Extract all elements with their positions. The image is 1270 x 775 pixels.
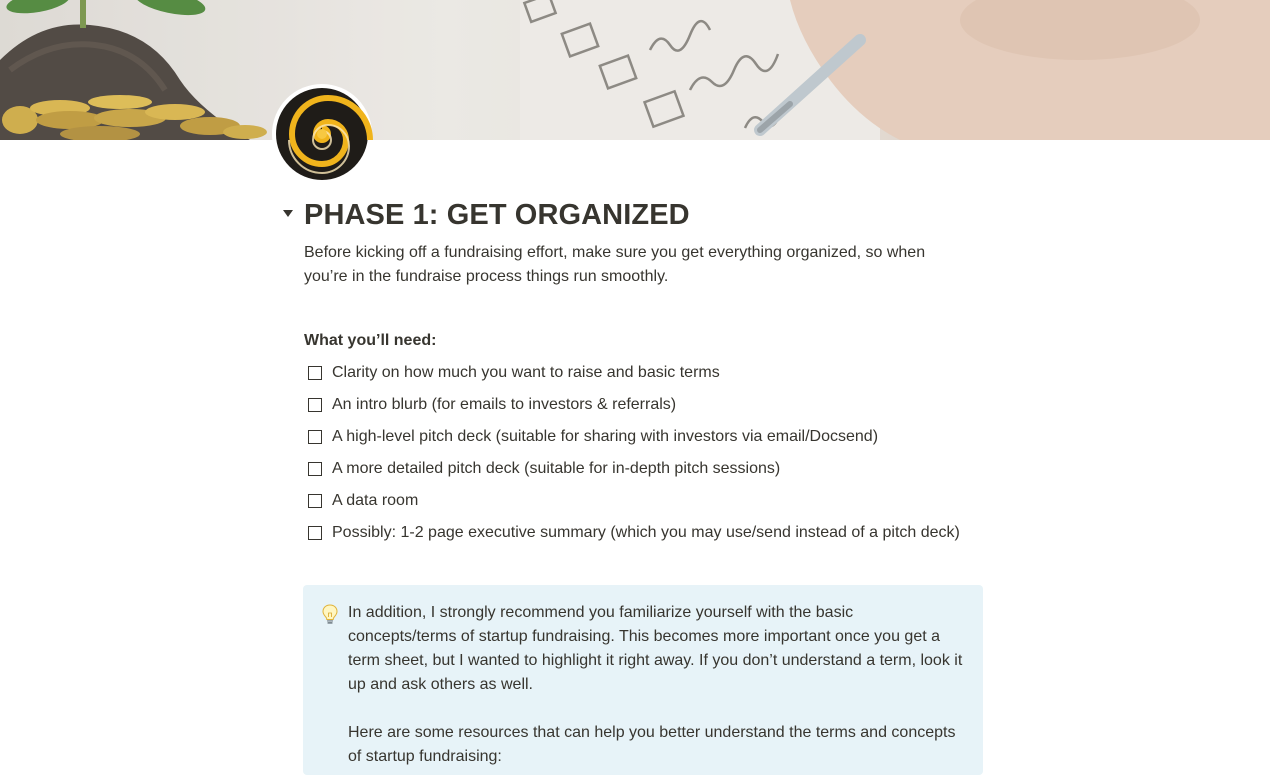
callout-block[interactable] xyxy=(303,585,983,775)
todo-item[interactable] xyxy=(308,393,676,417)
todo-text[interactable]: A high-level pitch deck (suitable for sharing with investors via email/Docsend) xyxy=(332,428,879,445)
spiral-swirl-icon xyxy=(270,82,374,186)
todo-item[interactable] xyxy=(308,489,418,513)
todo-text[interactable]: A data room xyxy=(332,492,419,509)
callout-paragraph[interactable]: Here are some resources that can help you better understand the terms and concepts of startup fundraising: xyxy=(348,724,956,765)
todo-item[interactable] xyxy=(308,521,960,545)
page-icon[interactable] xyxy=(270,82,374,186)
triangle-down-icon xyxy=(280,206,296,222)
todo-text[interactable]: An intro blurb (for emails to investors & referrals) xyxy=(332,396,677,413)
todo-item[interactable] xyxy=(308,361,720,385)
todo-checkbox[interactable] xyxy=(308,526,322,540)
todo-item[interactable] xyxy=(308,457,780,481)
todo-checkbox[interactable] xyxy=(308,398,322,412)
page-title[interactable]: PHASE 1: GET ORGANIZED xyxy=(304,199,690,231)
cover-illustration xyxy=(0,0,1270,140)
todo-text[interactable]: Clarity on how much you want to raise and basic terms xyxy=(332,364,720,381)
todo-text[interactable]: Possibly: 1-2 page executive summary (which you may use/send instead of a pitch deck) xyxy=(332,524,960,541)
todo-checkbox[interactable] xyxy=(308,494,322,508)
callout-paragraph[interactable]: In addition, I strongly recommend you familiarize yourself with the basic concepts/terms of startup fundraising. This becomes more important once you get a term sheet, but I wanted to highlight it right away. If you don’t understand a term, look it up and ask others as well. xyxy=(348,604,963,693)
todo-checkbox[interactable] xyxy=(308,366,322,380)
toggle-button[interactable] xyxy=(280,206,296,222)
lightbulb-icon[interactable] xyxy=(320,603,340,625)
todo-item[interactable] xyxy=(308,425,878,449)
needs-heading[interactable]: What you’ll need: xyxy=(304,332,437,349)
cover-image xyxy=(0,0,1270,140)
todo-checkbox[interactable] xyxy=(308,462,322,476)
todo-checkbox[interactable] xyxy=(308,430,322,444)
intro-paragraph[interactable]: Before kicking off a fundraising effort, make sure you get everything organized, so when you’re in the fundraise process things run smoothly. xyxy=(304,244,926,285)
todo-text[interactable]: A more detailed pitch deck (suitable for in-depth pitch sessions) xyxy=(332,460,781,477)
